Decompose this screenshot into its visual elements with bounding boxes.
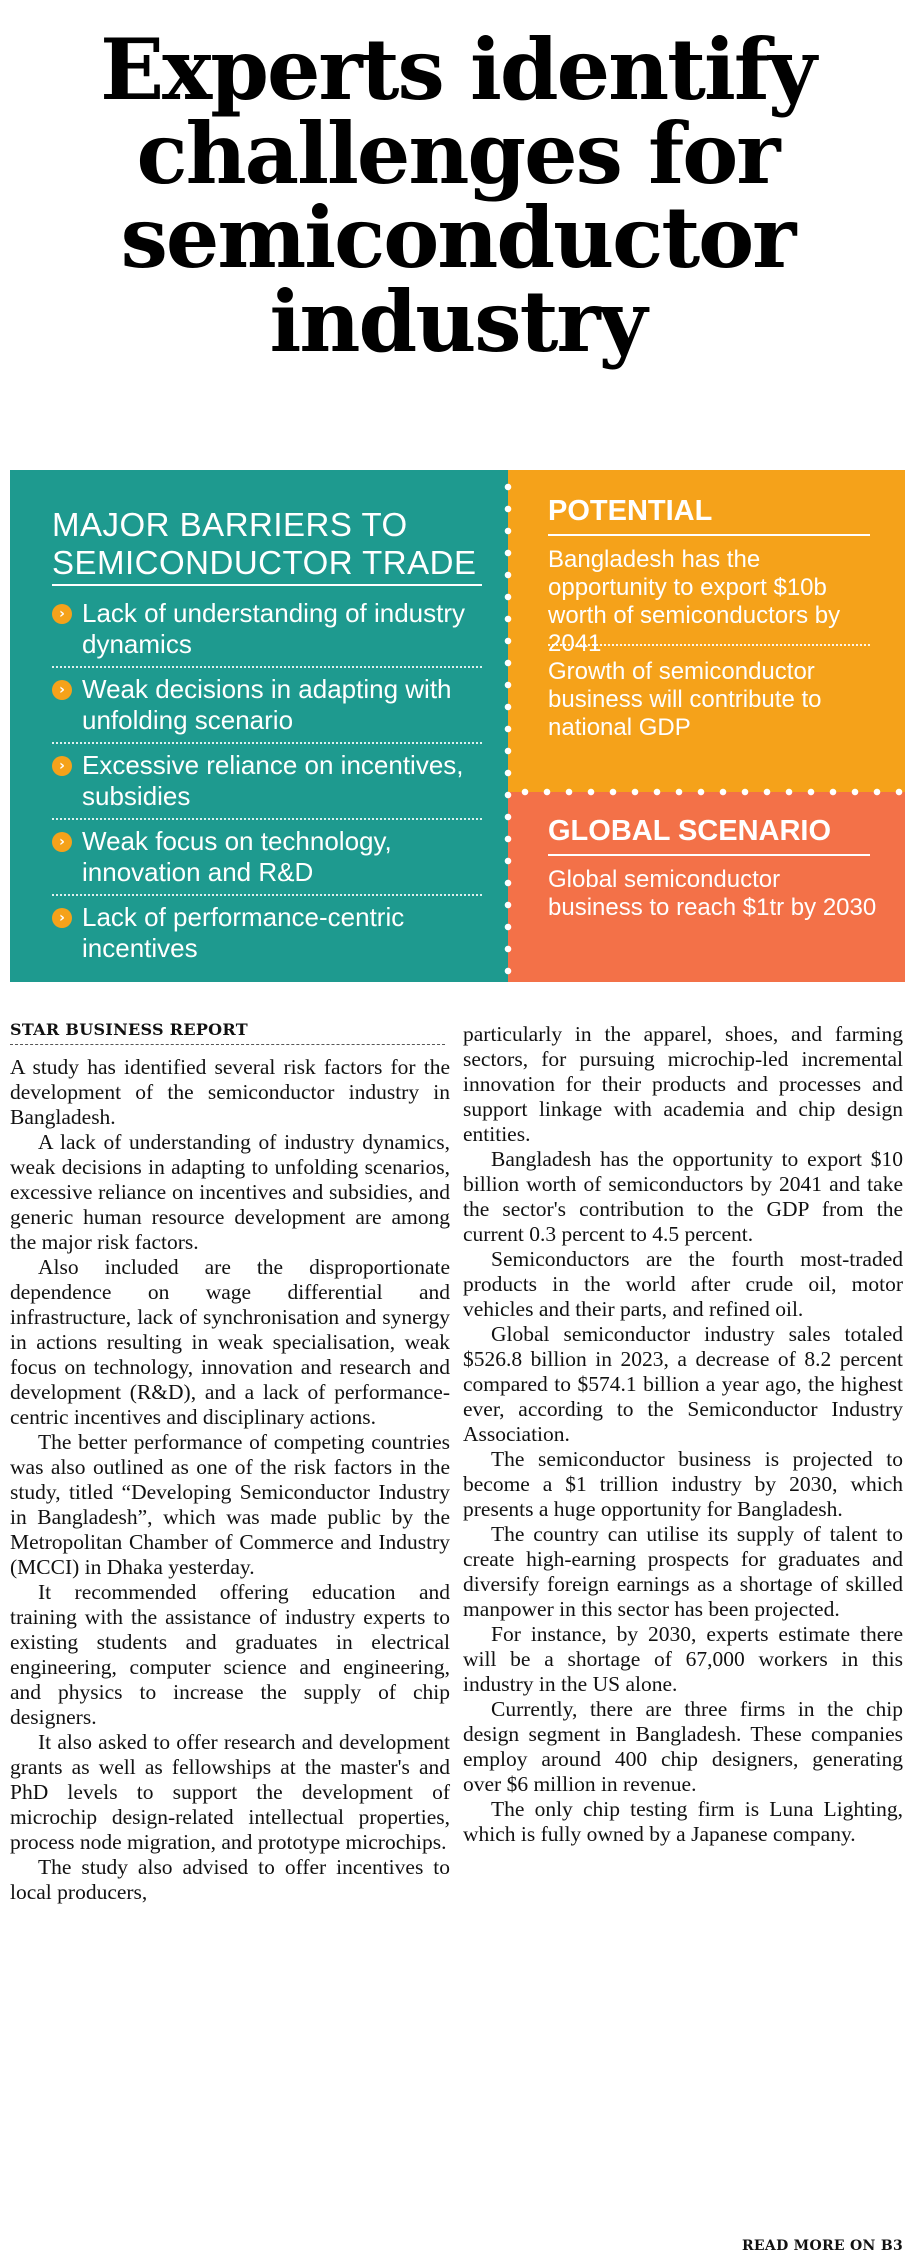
dotted-separator xyxy=(514,786,905,798)
article-column-right xyxy=(463,1022,903,1847)
barrier-list xyxy=(52,592,482,970)
barrier-item xyxy=(52,592,482,668)
arrow-right-icon: › xyxy=(52,604,72,624)
barrier-text: Weak focus on technology, innovation and R&D xyxy=(82,826,392,887)
barriers-title-line: SEMICONDUCTOR TRADE xyxy=(52,544,477,581)
potential-title: POTENTIAL xyxy=(548,495,713,527)
barrier-item xyxy=(52,744,482,820)
divider xyxy=(548,534,870,536)
paragraph: The study also advised to offer incentives to local producers, xyxy=(10,1855,450,1904)
potential-text: Growth of semiconductor business will contribute to national GDP xyxy=(548,658,822,741)
barrier-item xyxy=(52,820,482,896)
arrow-right-icon: › xyxy=(52,756,72,776)
paragraph: It recommended offering education and training with the assistance of industry experts to existing students and graduates in electrical engineering, computer science and engineering, and physics to increase the supply of chip designers. xyxy=(10,1580,450,1729)
paragraph: Global semiconductor industry sales totaled $526.8 billion in 2023, a decrease of 8.2 percent compared to $574.1 billion a year ago, the highest ever, according to the Semiconductor Industry Association. xyxy=(463,1322,903,1446)
paragraph: A study has identified several risk factors for the development of the semiconductor industry in Bangladesh. xyxy=(10,1055,450,1129)
headline xyxy=(0,20,915,371)
headline-line: Experts identify xyxy=(100,20,815,119)
divider xyxy=(52,584,482,586)
paragraph: The semiconductor business is projected to become a $1 trillion industry by 2030, which presents a huge opportunity for Bangladesh. xyxy=(463,1447,903,1521)
divider xyxy=(548,854,870,856)
barrier-text: Excessive reliance on incentives, subsidies xyxy=(82,750,464,811)
headline-line: semiconductor xyxy=(120,188,795,287)
barriers-title-line: MAJOR BARRIERS TO xyxy=(52,506,408,543)
headline-line: industry xyxy=(269,272,646,371)
paragraph: Bangladesh has the opportunity to export $10 billion worth of semiconductors by 2041 and take the sector's contribution to the GDP from the current 0.3 percent to 4.5 percent. xyxy=(463,1147,903,1246)
potential-text: Bangladesh has the opportunity to export $10b worth of semiconductors by 2041 xyxy=(548,546,841,657)
byline: STAR BUSINESS REPORT xyxy=(10,1020,445,1045)
arrow-right-icon: › xyxy=(52,832,72,852)
arrow-right-icon: › xyxy=(52,680,72,700)
article-column-left xyxy=(10,1055,450,1905)
paragraph: particularly in the apparel, shoes, and farming sectors, for pursuing microchip-led incremental innovation for their products and processes and support linkage with academia and chip design entities. xyxy=(463,1022,903,1146)
paragraph: It also asked to offer research and development grants as well as fellowships at the master's and PhD levels to support the development of microchip design-related intellectual properties, process node migration, and prototype microchips. xyxy=(10,1730,450,1854)
paragraph: A lack of understanding of industry dynamics, weak decisions in adapting to unfolding scenarios, excessive reliance on incentives and subsidies, and generic human resource development are among the major risk factors. xyxy=(10,1130,450,1254)
paragraph: For instance, by 2030, experts estimate there will be a shortage of 67,000 workers in this industry in the US alone. xyxy=(463,1622,903,1696)
global-text: Global semiconductor business to reach $1tr by 2030 xyxy=(548,866,877,921)
infographic xyxy=(10,470,905,982)
paragraph: Currently, there are three firms in the chip design segment in Bangladesh. These companies employ around 400 chip designers, generating over $6 million in revenue. xyxy=(463,1697,903,1796)
paragraph: The only chip testing firm is Luna Lighting, which is fully owned by a Japanese company. xyxy=(463,1797,903,1846)
barrier-text: Lack of performance-centric incentives xyxy=(82,902,405,963)
barriers-panel xyxy=(10,470,508,982)
read-more-link[interactable]: READ MORE ON B3 xyxy=(742,2238,903,2254)
barrier-text: Lack of understanding of industry dynamics xyxy=(82,598,466,659)
divider xyxy=(548,644,870,646)
barrier-item xyxy=(52,668,482,744)
global-panel xyxy=(508,792,905,982)
arrow-right-icon: › xyxy=(52,908,72,928)
barrier-item xyxy=(52,896,482,970)
paragraph: The country can utilise its supply of talent to create high-earning prospects for graduates and diversify foreign earnings as a shortage of skilled manpower in this sector has been projected. xyxy=(463,1522,903,1621)
dotted-separator xyxy=(502,476,514,976)
potential-panel xyxy=(508,470,905,792)
headline-line: challenges for xyxy=(136,104,779,203)
paragraph: Semiconductors are the fourth most-traded products in the world after crude oil, motor vehicles and their parts, and refined oil. xyxy=(463,1247,903,1321)
global-title: GLOBAL SCENARIO xyxy=(548,815,832,847)
barrier-text: Weak decisions in adapting with unfolding scenario xyxy=(82,674,452,735)
paragraph: The better performance of competing countries was also outlined as one of the risk factors in the study, titled “Developing Semiconductor Industry in Bangladesh”, which was made public by the Metropolitan Chamber of Commerce and Industry (MCCI) in Dhaka yesterday. xyxy=(10,1430,450,1579)
paragraph: Also included are the disproportionate dependence on wage differential and infrastructure, lack of synchronisation and synergy in actions resulting in weak specialisation, weak focus on technology, innovation and research and development (R&D), and a lack of performance-centric incentives and disciplinary actions. xyxy=(10,1255,450,1429)
barriers-title xyxy=(52,506,492,582)
